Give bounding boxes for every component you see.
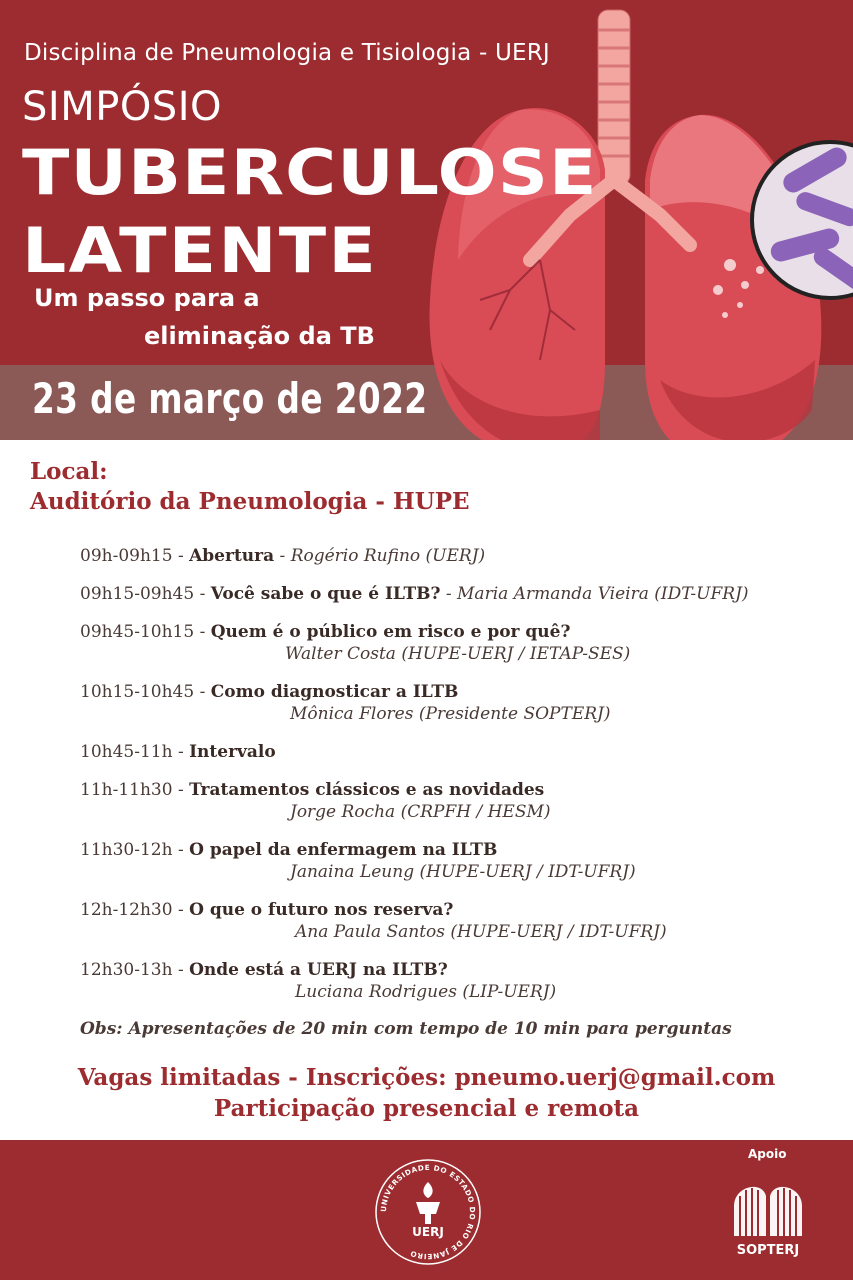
registration-info: Vagas limitadas - Inscrições: pneumo.uerj@gmail.com	[77, 1064, 776, 1091]
program-time: 11h-11h30 -	[80, 780, 190, 800]
program-title: O que o futuro nos reserva?	[189, 900, 454, 920]
program-title: Como diagnosticar a ILTB	[210, 682, 459, 702]
lungs-illustration	[400, 0, 853, 440]
program-item	[80, 545, 840, 567]
event-type: SIMPÓSIO	[22, 84, 222, 130]
program-item	[80, 839, 840, 883]
title-line-2: LATENTE	[22, 214, 379, 287]
uerj-seal-logo	[374, 1158, 482, 1266]
program-title: Você sabe o que é ILTB?	[210, 584, 441, 604]
header-banner	[0, 0, 853, 440]
program-title: Tratamentos clássicos e as novidades	[189, 780, 545, 800]
subtitle-line-1: Um passo para a	[34, 284, 260, 312]
program-speaker: Jorge Rocha (CRPFH / HESM)	[290, 802, 551, 822]
local-label: Local:	[30, 458, 108, 485]
svg-text:UERJ: UERJ	[412, 1225, 444, 1239]
program-item	[80, 899, 840, 943]
program-title: Onde está a UERJ na ILTB?	[189, 960, 448, 980]
title-line-1: TUBERCULOSE	[22, 136, 598, 209]
program-speaker: - Maria Armanda Vieira (IDT-UFRJ)	[440, 584, 749, 604]
participation-info: Participação presencial e remota	[213, 1095, 640, 1122]
program-time: 12h-12h30 -	[80, 900, 190, 920]
program-item	[80, 779, 840, 823]
event-date: 23 de março de 2022	[32, 374, 428, 423]
program-speaker: Ana Paula Santos (HUPE-UERJ / IDT-UFRJ)	[295, 922, 667, 942]
discipline-text: Disciplina de Pneumologia e Tisiologia - UERJ	[24, 40, 550, 66]
trachea	[598, 10, 630, 185]
program-speaker: - Rogério Rufino (UERJ)	[274, 546, 486, 566]
svg-text:UNIVERSIDADE DO ESTADO DO RIO: UNIVERSIDADE DO ESTADO DO RIO DE JANEIRO	[378, 1162, 478, 1262]
program-list	[80, 545, 840, 1019]
subtitle-line-2: eliminação da TB	[144, 322, 375, 350]
obs-note: Obs: Apresentações de 20 min com tempo de 10 min para perguntas	[80, 1019, 732, 1039]
program-title: O papel da enfermagem na ILTB	[189, 840, 498, 860]
program-speaker: Janaina Leung (HUPE-UERJ / IDT-UFRJ)	[290, 862, 636, 882]
program-item	[80, 583, 840, 605]
program-time: 09h45-10h15 -	[80, 622, 211, 642]
program-time: 09h-09h15 -	[80, 546, 190, 566]
program-speaker: Mônica Flores (Presidente SOPTERJ)	[290, 704, 611, 724]
program-item	[80, 621, 840, 665]
program-title: Intervalo	[189, 742, 276, 762]
program-time: 10h15-10h45 -	[80, 682, 211, 702]
program-time: 10h45-11h -	[80, 742, 190, 762]
program-time: 09h15-09h45 -	[80, 584, 211, 604]
program-title: Quem é o público em risco e por quê?	[210, 622, 571, 642]
program-speaker: Luciana Rodrigues (LIP-UERJ)	[295, 982, 557, 1002]
program-item	[80, 741, 840, 763]
apoio-label: Apoio	[748, 1147, 787, 1161]
program-time: 11h30-12h -	[80, 840, 190, 860]
svg-text:SOPTERJ: SOPTERJ	[736, 1243, 800, 1258]
program-item	[80, 959, 840, 1003]
program-time: 12h30-13h -	[80, 960, 190, 980]
sopterj-logo	[728, 1176, 808, 1260]
local-value: Auditório da Pneumologia - HUPE	[30, 488, 470, 515]
program-item	[80, 681, 840, 725]
program-speaker: Walter Costa (HUPE-UERJ / IETAP-SES)	[285, 644, 631, 664]
program-title: Abertura	[189, 546, 275, 566]
